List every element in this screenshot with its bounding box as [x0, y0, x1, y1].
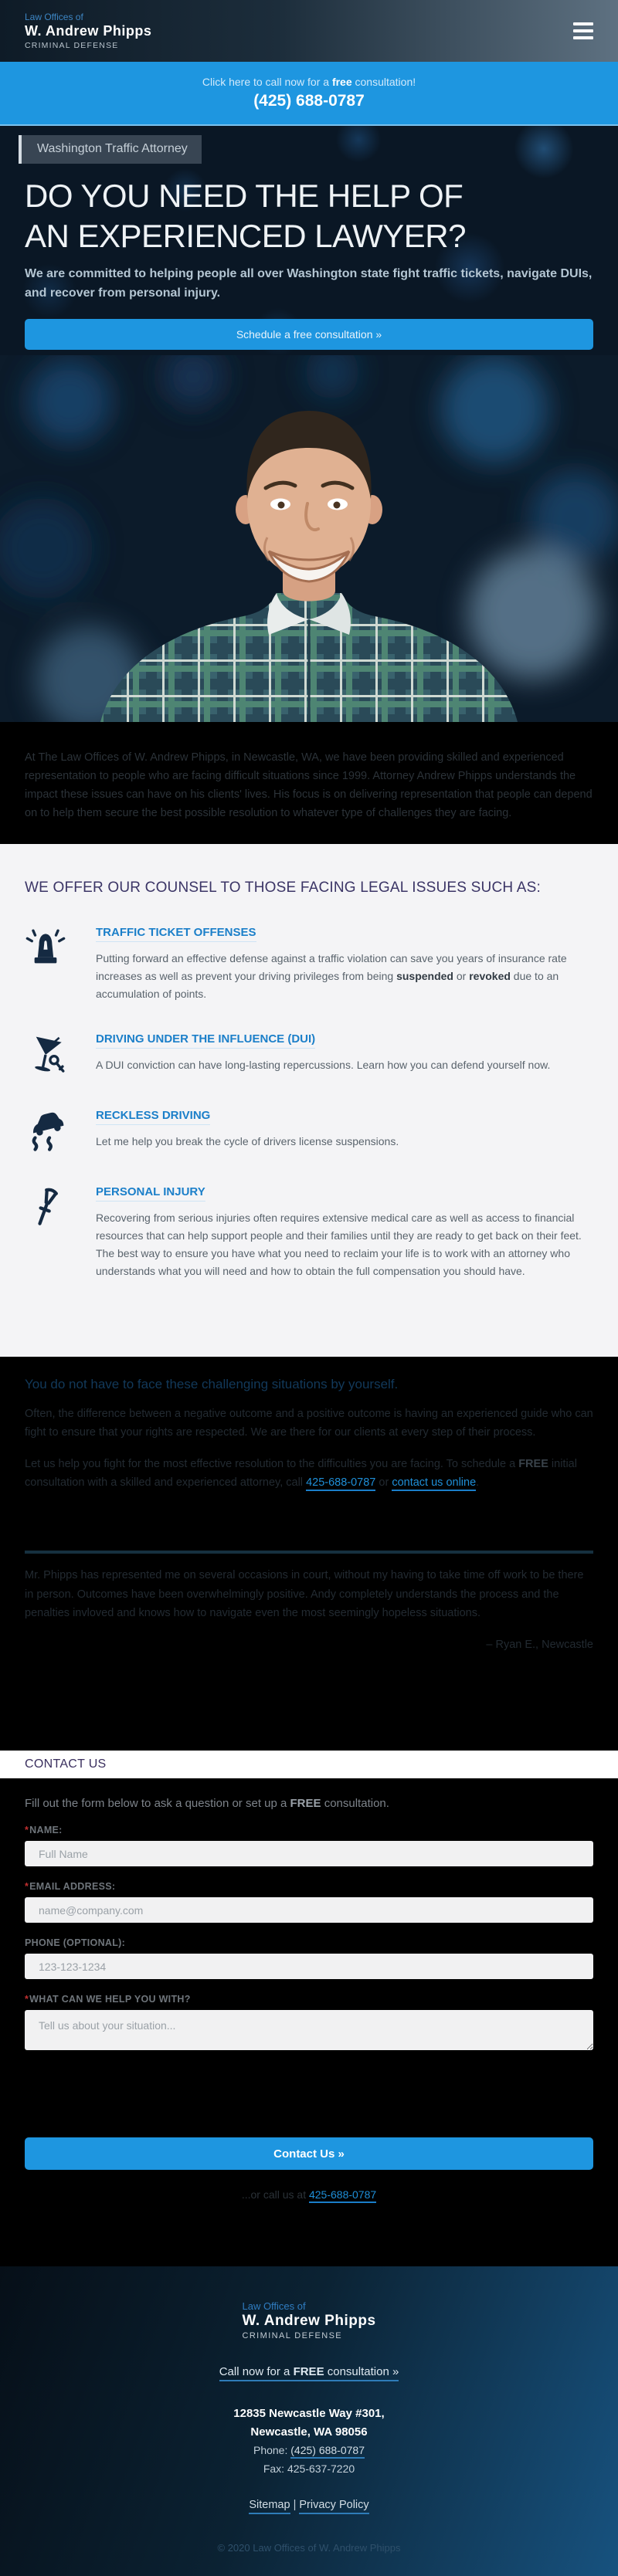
footer-phone-link[interactable]: (425) 688-0787: [290, 2444, 365, 2459]
call-banner-text: Click here to call now for a free consultation!: [202, 76, 416, 88]
footer-logo: [242, 2300, 375, 2340]
service-description: Let me help you break the cycle of drivers license suspensions.: [96, 1134, 399, 1147]
name-input[interactable]: [25, 1841, 593, 1866]
service-description: Recovering from serious injuries often requires extensive medical care as well as access to financial resources that can help support people and their families until they are ready to get back on their feet. The best way to ensure you have what you need to reclaim your life is to work with an attorney who understands what you will need and how to obtain the full compensation you should have.: [96, 1211, 582, 1277]
service-item-traffic-tickets: [25, 926, 593, 1003]
attorney-photo: [0, 355, 618, 722]
privacy-policy-link[interactable]: Privacy Policy: [299, 2499, 368, 2514]
address-line-1: 12835 Newcastle Way #301,: [233, 2407, 385, 2420]
footer-links: Sitemap | Privacy Policy: [0, 2499, 618, 2511]
page-title: DO YOU NEED THE HELP OF AN EXPERIENCED LAWYER?: [25, 178, 466, 255]
email-field[interactable]: [25, 1897, 593, 1923]
footer-call-link[interactable]: Call now for a FREE consultation »: [219, 2365, 399, 2381]
form-intro: Fill out the form below to ask a question or set up a FREE consultation.: [25, 1797, 389, 1810]
service-link-reckless-driving[interactable]: RECKLESS DRIVING: [96, 1109, 210, 1125]
contact-us-button[interactable]: Contact Us »: [25, 2137, 593, 2170]
challenge-paragraph-2: Let us help you fight for the most effective resolution to the difficulties you are facing. To schedule a FREE initial consultation with a skilled and experienced attorney, call 425-688-0787 or contact us online.: [25, 1455, 593, 1493]
menu-icon[interactable]: [573, 22, 593, 39]
site-footer: [0, 2266, 618, 2576]
crutch-icon: [25, 1185, 96, 1280]
email-label: *EMAIL ADDRESS:: [25, 1881, 116, 1892]
or-call-line: ...or call us at 425-688-0787: [25, 2188, 593, 2201]
logo-tagline: CRIMINAL DEFENSE: [25, 41, 119, 50]
contact-online-link[interactable]: contact us online: [392, 1476, 476, 1491]
attorney-portrait-illustration: [0, 355, 618, 722]
call-banner-phone: (425) 688-0787: [253, 92, 365, 110]
contact-form-section: [0, 1778, 618, 2266]
service-link-dui[interactable]: DRIVING UNDER THE INFLUENCE (DUI): [96, 1032, 315, 1049]
hero-badge: Washington Traffic Attorney: [19, 135, 202, 164]
martini-key-icon: [25, 1032, 96, 1080]
name-label: *NAME:: [25, 1825, 63, 1835]
services-section: [0, 844, 618, 1357]
footer-logo-tagline: CRIMINAL DEFENSE: [242, 2331, 343, 2340]
footer-logo-small-text: Law Offices of: [242, 2300, 306, 2312]
footer-address: [0, 2405, 618, 2479]
testimonial-quote: Mr. Phipps has represented me on several occasions in court, without my having to take time off work to be there in person. Outcomes have been overwhelmingly positive. Andy completely understands the process and the penalties invloved and knows how to navigate even the most seemingly hopeless situations.: [25, 1569, 584, 1620]
sitemap-link[interactable]: Sitemap: [249, 2499, 290, 2514]
intro-section: [0, 722, 618, 844]
contact-us-title: CONTACT US: [25, 1757, 107, 1771]
footer-call-line: [0, 2365, 618, 2378]
or-call-phone-link[interactable]: 425-688-0787: [309, 2188, 376, 2203]
schedule-consultation-button[interactable]: Schedule a free consultation »: [25, 319, 593, 350]
header-logo[interactable]: [25, 12, 151, 50]
copyright: © 2020 Law Offices of W. Andrew Phipps: [217, 2541, 401, 2554]
call-now-banner[interactable]: [0, 62, 618, 126]
message-textarea[interactable]: [25, 2010, 593, 2050]
police-siren-icon: [25, 926, 96, 1003]
service-description: Putting forward an effective defense against a traffic violation can save you years of insurance rate increases as well as prevent your driving privileges from being suspended or revoked due to an accumulation of points.: [96, 952, 567, 1000]
footer-logo-name: W. Andrew Phipps: [242, 2313, 376, 2329]
hero-subtitle: We are committed to helping people all over Washington state fight traffic tickets, navigate DUIs, and recover from personal injury.: [25, 267, 593, 300]
services-heading: WE OFFER OUR COUNSEL TO THOSE FACING LEGAL ISSUES SUCH AS:: [25, 880, 541, 896]
service-item-personal-injury: [25, 1185, 593, 1280]
footer-phone-line: Phone: (425) 688-0787: [0, 2442, 618, 2460]
address-line-2: Newcastle, WA 98056: [250, 2425, 368, 2439]
phone-label: PHONE (OPTIONAL):: [25, 1937, 126, 1948]
section-divider: [25, 1551, 593, 1554]
hero-section: [0, 126, 618, 355]
logo-name: W. Andrew Phipps: [25, 23, 152, 39]
challenge-paragraph-1: Often, the difference between a negative outcome and a positive outcome is having an experienced guide who can fight to ensure that your rights are respected. We are there for our clients at every step of their process.: [25, 1408, 593, 1439]
phone-link[interactable]: 425-688-0787: [306, 1476, 375, 1491]
service-link-traffic-tickets[interactable]: TRAFFIC TICKET OFFENSES: [96, 926, 256, 942]
service-item-dui: [25, 1032, 593, 1080]
challenge-section: [0, 1357, 618, 1751]
challenge-heading: You do not have to face these challenging situations by yourself.: [25, 1377, 399, 1391]
message-label: *WHAT CAN WE HELP YOU WITH?: [25, 1994, 191, 2005]
testimonial-attribution: – Ryan E., Newcastle: [486, 1638, 593, 1651]
phone-field[interactable]: [25, 1954, 593, 1979]
service-link-personal-injury[interactable]: PERSONAL INJURY: [96, 1185, 205, 1202]
skidding-car-icon: [25, 1109, 96, 1156]
contact-us-bar: [0, 1751, 618, 1778]
footer-fax-line: Fax: 425-637-7220: [263, 2462, 355, 2475]
service-item-reckless-driving: [25, 1109, 593, 1156]
site-header: [0, 0, 618, 62]
service-description: A DUI conviction can have long-lasting repercussions. Learn how you can defend yourself now.: [96, 1058, 551, 1071]
intro-paragraph: At The Law Offices of W. Andrew Phipps, in Newcastle, WA, we have been providing skilled and experienced representation to people who are facing difficult situations since 1999. Attorney Andrew Phipps understands the impact these issues can have on his clients' lives. His focus is on delivering representation that people can depend on to help them secure the best possible resolution to whatever type of challenges they are facing.: [25, 751, 593, 820]
logo-small-text: Law Offices of: [25, 12, 83, 22]
